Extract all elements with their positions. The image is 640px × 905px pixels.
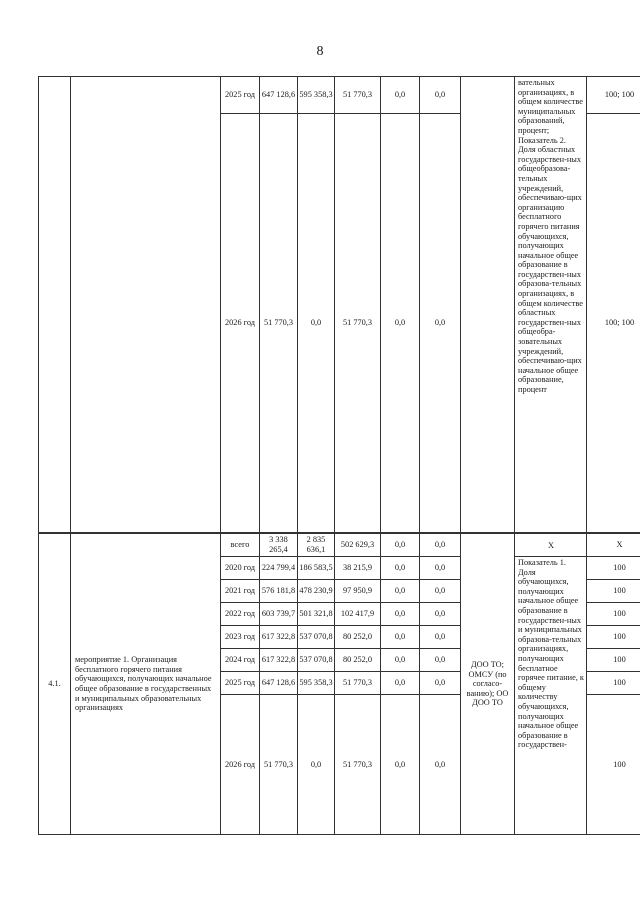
period-cell: 2025 год bbox=[221, 672, 260, 695]
regional-cell: 80 252,0 bbox=[335, 649, 381, 672]
total-cell: 51 770,3 bbox=[260, 114, 298, 533]
regional-cell: 51 770,3 bbox=[335, 114, 381, 533]
indicator-value-cell: 100 bbox=[587, 603, 640, 626]
index-cell bbox=[39, 77, 71, 533]
total-cell: 603 739,7 bbox=[260, 603, 298, 626]
indicator-value-cell: 100 bbox=[587, 557, 640, 580]
federal-cell: 501 321,8 bbox=[298, 603, 335, 626]
federal-cell: 595 358,3 bbox=[298, 77, 335, 114]
indicator-value-cell: Х bbox=[587, 534, 640, 557]
event-table bbox=[38, 533, 640, 835]
event-index-cell: 4.1. bbox=[39, 534, 71, 835]
upper-table-block bbox=[38, 76, 635, 533]
indicator-value-cell: 100 bbox=[587, 580, 640, 603]
indicator-value-cell: 100 bbox=[587, 626, 640, 649]
federal-cell: 537 070,8 bbox=[298, 626, 335, 649]
regional-cell: 51 770,3 bbox=[335, 672, 381, 695]
indicator-value-cell: 100; 100 bbox=[587, 77, 640, 114]
local-cell: 0,0 bbox=[381, 649, 420, 672]
other-cell: 0,0 bbox=[420, 695, 461, 835]
indicator-cell: Показатель 1. Доля обучающихся, получающих начальное общее образование в государствен-ных и муниципальных образова-тельных организациях, получающих бесплатное горячее питание, к общему количеству обучающихся, получающих начальное общее образование в государствен- bbox=[515, 557, 587, 835]
period-cell: 2026 год bbox=[221, 114, 260, 533]
regional-cell: 51 770,3 bbox=[335, 77, 381, 114]
indicator-value-cell: 100 bbox=[587, 672, 640, 695]
period-cell: 2022 год bbox=[221, 603, 260, 626]
name-cell bbox=[71, 77, 221, 533]
federal-cell: 537 070,8 bbox=[298, 649, 335, 672]
local-cell: 0,0 bbox=[381, 77, 420, 114]
indicator-value-cell: 100; 100 bbox=[587, 114, 640, 533]
period-cell: 2021 год bbox=[221, 580, 260, 603]
total-cell: 647 128,6 bbox=[260, 672, 298, 695]
total-cell: 3 338 265,4 bbox=[260, 534, 298, 557]
other-cell: 0,0 bbox=[420, 557, 461, 580]
table-row bbox=[39, 534, 640, 557]
other-cell: 0,0 bbox=[420, 580, 461, 603]
regional-cell: 502 629,3 bbox=[335, 534, 381, 557]
local-cell: 0,0 bbox=[381, 114, 420, 533]
local-cell: 0,0 bbox=[381, 580, 420, 603]
upper-table bbox=[38, 76, 640, 533]
indicator-cell: вательных организациях, в общем количестве муниципальных образований, процент; Показатель 2. Доля областных государствен-ных общеобразова-тельных учреждений, обеспечиваю-щих организацию бесплатного горячего питания обучающихся, получающих начальное общее образование в государствен-ных образова-тельных организациях, в общем количестве областных государствен-ных общеобра-зовательных учреждений, обеспечиваю-щих начальное общее образование, процент bbox=[515, 77, 587, 533]
other-cell: 0,0 bbox=[420, 649, 461, 672]
other-cell: 0,0 bbox=[420, 534, 461, 557]
other-cell: 0,0 bbox=[420, 77, 461, 114]
period-cell: 2025 год bbox=[221, 77, 260, 114]
total-cell: 647 128,6 bbox=[260, 77, 298, 114]
event-name-cell: мероприятие 1. Организация бесплатного горячего питания обучающихся, получающих начальное общее образование в государственных и муниципальных образовательных организациях bbox=[71, 534, 221, 835]
total-cell: 617 322,8 bbox=[260, 626, 298, 649]
total-cell: 576 181,8 bbox=[260, 580, 298, 603]
executor-cell bbox=[461, 77, 515, 533]
local-cell: 0,0 bbox=[381, 672, 420, 695]
other-cell: 0,0 bbox=[420, 626, 461, 649]
regional-cell: 97 950,9 bbox=[335, 580, 381, 603]
total-cell: 51 770,3 bbox=[260, 695, 298, 835]
local-cell: 0,0 bbox=[381, 626, 420, 649]
regional-cell: 51 770,3 bbox=[335, 695, 381, 835]
executor-cell: ДОО ТО; ОМСУ (по согласо-ванию); ОО ДОО ТО bbox=[461, 534, 515, 835]
indicator-value-cell: 100 bbox=[587, 649, 640, 672]
federal-cell: 478 230,9 bbox=[298, 580, 335, 603]
period-cell: 2023 год bbox=[221, 626, 260, 649]
local-cell: 0,0 bbox=[381, 695, 420, 835]
indicator-value-cell: 100 bbox=[587, 695, 640, 835]
federal-cell: 595 358,3 bbox=[298, 672, 335, 695]
other-cell: 0,0 bbox=[420, 603, 461, 626]
federal-cell: 186 583,5 bbox=[298, 557, 335, 580]
federal-cell: 0,0 bbox=[298, 114, 335, 533]
local-cell: 0,0 bbox=[381, 603, 420, 626]
table-row bbox=[39, 77, 640, 114]
period-cell: 2024 год bbox=[221, 649, 260, 672]
period-cell: всего bbox=[221, 534, 260, 557]
period-cell: 2026 год bbox=[221, 695, 260, 835]
regional-cell: 102 417,9 bbox=[335, 603, 381, 626]
other-cell: 0,0 bbox=[420, 672, 461, 695]
regional-cell: 38 215,9 bbox=[335, 557, 381, 580]
regional-cell: 80 252,0 bbox=[335, 626, 381, 649]
federal-cell: 2 835 636,1 bbox=[298, 534, 335, 557]
indicator-header-cell: Х bbox=[515, 534, 587, 557]
federal-cell: 0,0 bbox=[298, 695, 335, 835]
total-cell: 224 799,4 bbox=[260, 557, 298, 580]
total-cell: 617 322,8 bbox=[260, 649, 298, 672]
other-cell: 0,0 bbox=[420, 114, 461, 533]
period-cell: 2020 год bbox=[221, 557, 260, 580]
lower-table-block bbox=[38, 533, 626, 835]
local-cell: 0,0 bbox=[381, 534, 420, 557]
page-number: 8 bbox=[316, 44, 324, 59]
local-cell: 0,0 bbox=[381, 557, 420, 580]
